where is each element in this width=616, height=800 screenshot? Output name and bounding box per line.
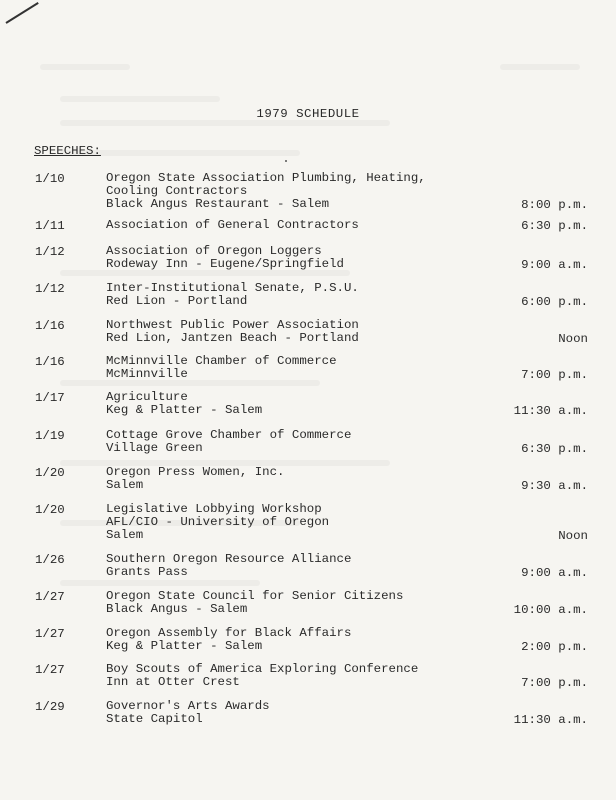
entry-line: McMinnville <box>106 367 188 381</box>
entry-description <box>106 219 466 232</box>
entry-line: Keg & Platter - Salem <box>106 639 263 653</box>
entry-line: State Capitol <box>106 712 203 726</box>
entry-line: McMinnville Chamber of Commerce <box>106 354 337 368</box>
entry-date: 1/27 <box>35 663 65 677</box>
entry-date: 1/17 <box>35 391 65 405</box>
entry-date: 1/16 <box>35 319 65 333</box>
entry-line: Rodeway Inn - Eugene/Springfield <box>106 257 344 271</box>
entry-description <box>106 429 466 455</box>
entry-description <box>106 282 466 308</box>
entry-line: Inn at Otter Crest <box>106 675 240 689</box>
entry-time: 6:30 p.m. <box>521 442 588 456</box>
entry-line: Black Angus Restaurant - Salem <box>106 197 330 211</box>
entry-line: Grants Pass <box>106 565 188 579</box>
entry-time: 8:00 p.m. <box>521 198 588 212</box>
entry-description <box>106 503 466 542</box>
stray-mark <box>285 160 287 162</box>
entry-description <box>106 663 466 689</box>
entry-line: Cooling Contractors <box>106 184 248 198</box>
entry-line: Agriculture <box>106 390 188 404</box>
entry-time: 9:00 a.m. <box>521 566 588 580</box>
entry-line: Village Green <box>106 441 203 455</box>
entry-line: AFL/CIO - University of Oregon <box>106 515 330 529</box>
entry-line: Oregon State Association Plumbing, Heating, <box>106 171 426 185</box>
entry-line: Governor's Arts Awards <box>106 699 270 713</box>
entry-date: 1/19 <box>35 429 65 443</box>
entry-time: Noon <box>558 332 588 346</box>
entry-line: Red Lion, Jantzen Beach - Portland <box>106 331 359 345</box>
entry-line: Salem <box>106 478 144 492</box>
entry-line: Association of General Contractors <box>106 218 359 232</box>
entry-description <box>106 245 466 271</box>
entry-line: Inter-Institutional Senate, P.S.U. <box>106 281 359 295</box>
entry-date: 1/16 <box>35 355 65 369</box>
entry-line: Keg & Platter - Salem <box>106 403 263 417</box>
entry-date: 1/12 <box>35 245 65 259</box>
entry-date: 1/20 <box>35 466 65 480</box>
entry-time: 11:30 a.m. <box>513 713 588 727</box>
entry-time: 9:30 a.m. <box>521 479 588 493</box>
entry-time: 2:00 p.m. <box>521 640 588 654</box>
entry-date: 1/29 <box>35 700 65 714</box>
entry-date: 1/12 <box>35 282 65 296</box>
pen-mark <box>5 2 38 24</box>
entry-time: 10:00 a.m. <box>513 603 588 617</box>
entry-description <box>106 319 466 345</box>
entry-line: Southern Oregon Resource Alliance <box>106 552 352 566</box>
entry-line: Oregon Press Women, Inc. <box>106 465 285 479</box>
entry-line: Cottage Grove Chamber of Commerce <box>106 428 352 442</box>
entry-time: 6:30 p.m. <box>521 219 588 233</box>
entry-date: 1/27 <box>35 627 65 641</box>
entry-description <box>106 391 466 417</box>
entry-date: 1/11 <box>35 219 65 233</box>
entry-description <box>106 355 466 381</box>
entry-time: 7:00 p.m. <box>521 676 588 690</box>
entry-line: Red Lion - Portland <box>106 294 248 308</box>
entry-line: Oregon State Council for Senior Citizens <box>106 589 404 603</box>
entry-description <box>106 466 466 492</box>
entry-description <box>106 590 466 616</box>
entry-date: 1/10 <box>35 172 65 186</box>
entry-description <box>106 172 466 211</box>
entry-description <box>106 553 466 579</box>
entry-date: 1/26 <box>35 553 65 567</box>
entry-description <box>106 700 466 726</box>
entry-line: Northwest Public Power Association <box>106 318 359 332</box>
entry-line: Oregon Assembly for Black Affairs <box>106 626 352 640</box>
entry-time: Noon <box>558 529 588 543</box>
entry-time: 9:00 a.m. <box>521 258 588 272</box>
entry-line: Association of Oregon Loggers <box>106 244 322 258</box>
entry-date: 1/20 <box>35 503 65 517</box>
entry-time: 6:00 p.m. <box>521 295 588 309</box>
entry-description <box>106 627 466 653</box>
entry-line: Legislative Lobbying Workshop <box>106 502 322 516</box>
entry-time: 7:00 p.m. <box>521 368 588 382</box>
entry-line: Black Angus - Salem <box>106 602 248 616</box>
entry-date: 1/27 <box>35 590 65 604</box>
entry-line: Salem <box>106 528 144 542</box>
entry-time: 11:30 a.m. <box>513 404 588 418</box>
document-title: 1979 SCHEDULE <box>256 107 360 121</box>
section-heading: SPEECHES: <box>34 144 101 158</box>
entry-line: Boy Scouts of America Exploring Conference <box>106 662 419 676</box>
